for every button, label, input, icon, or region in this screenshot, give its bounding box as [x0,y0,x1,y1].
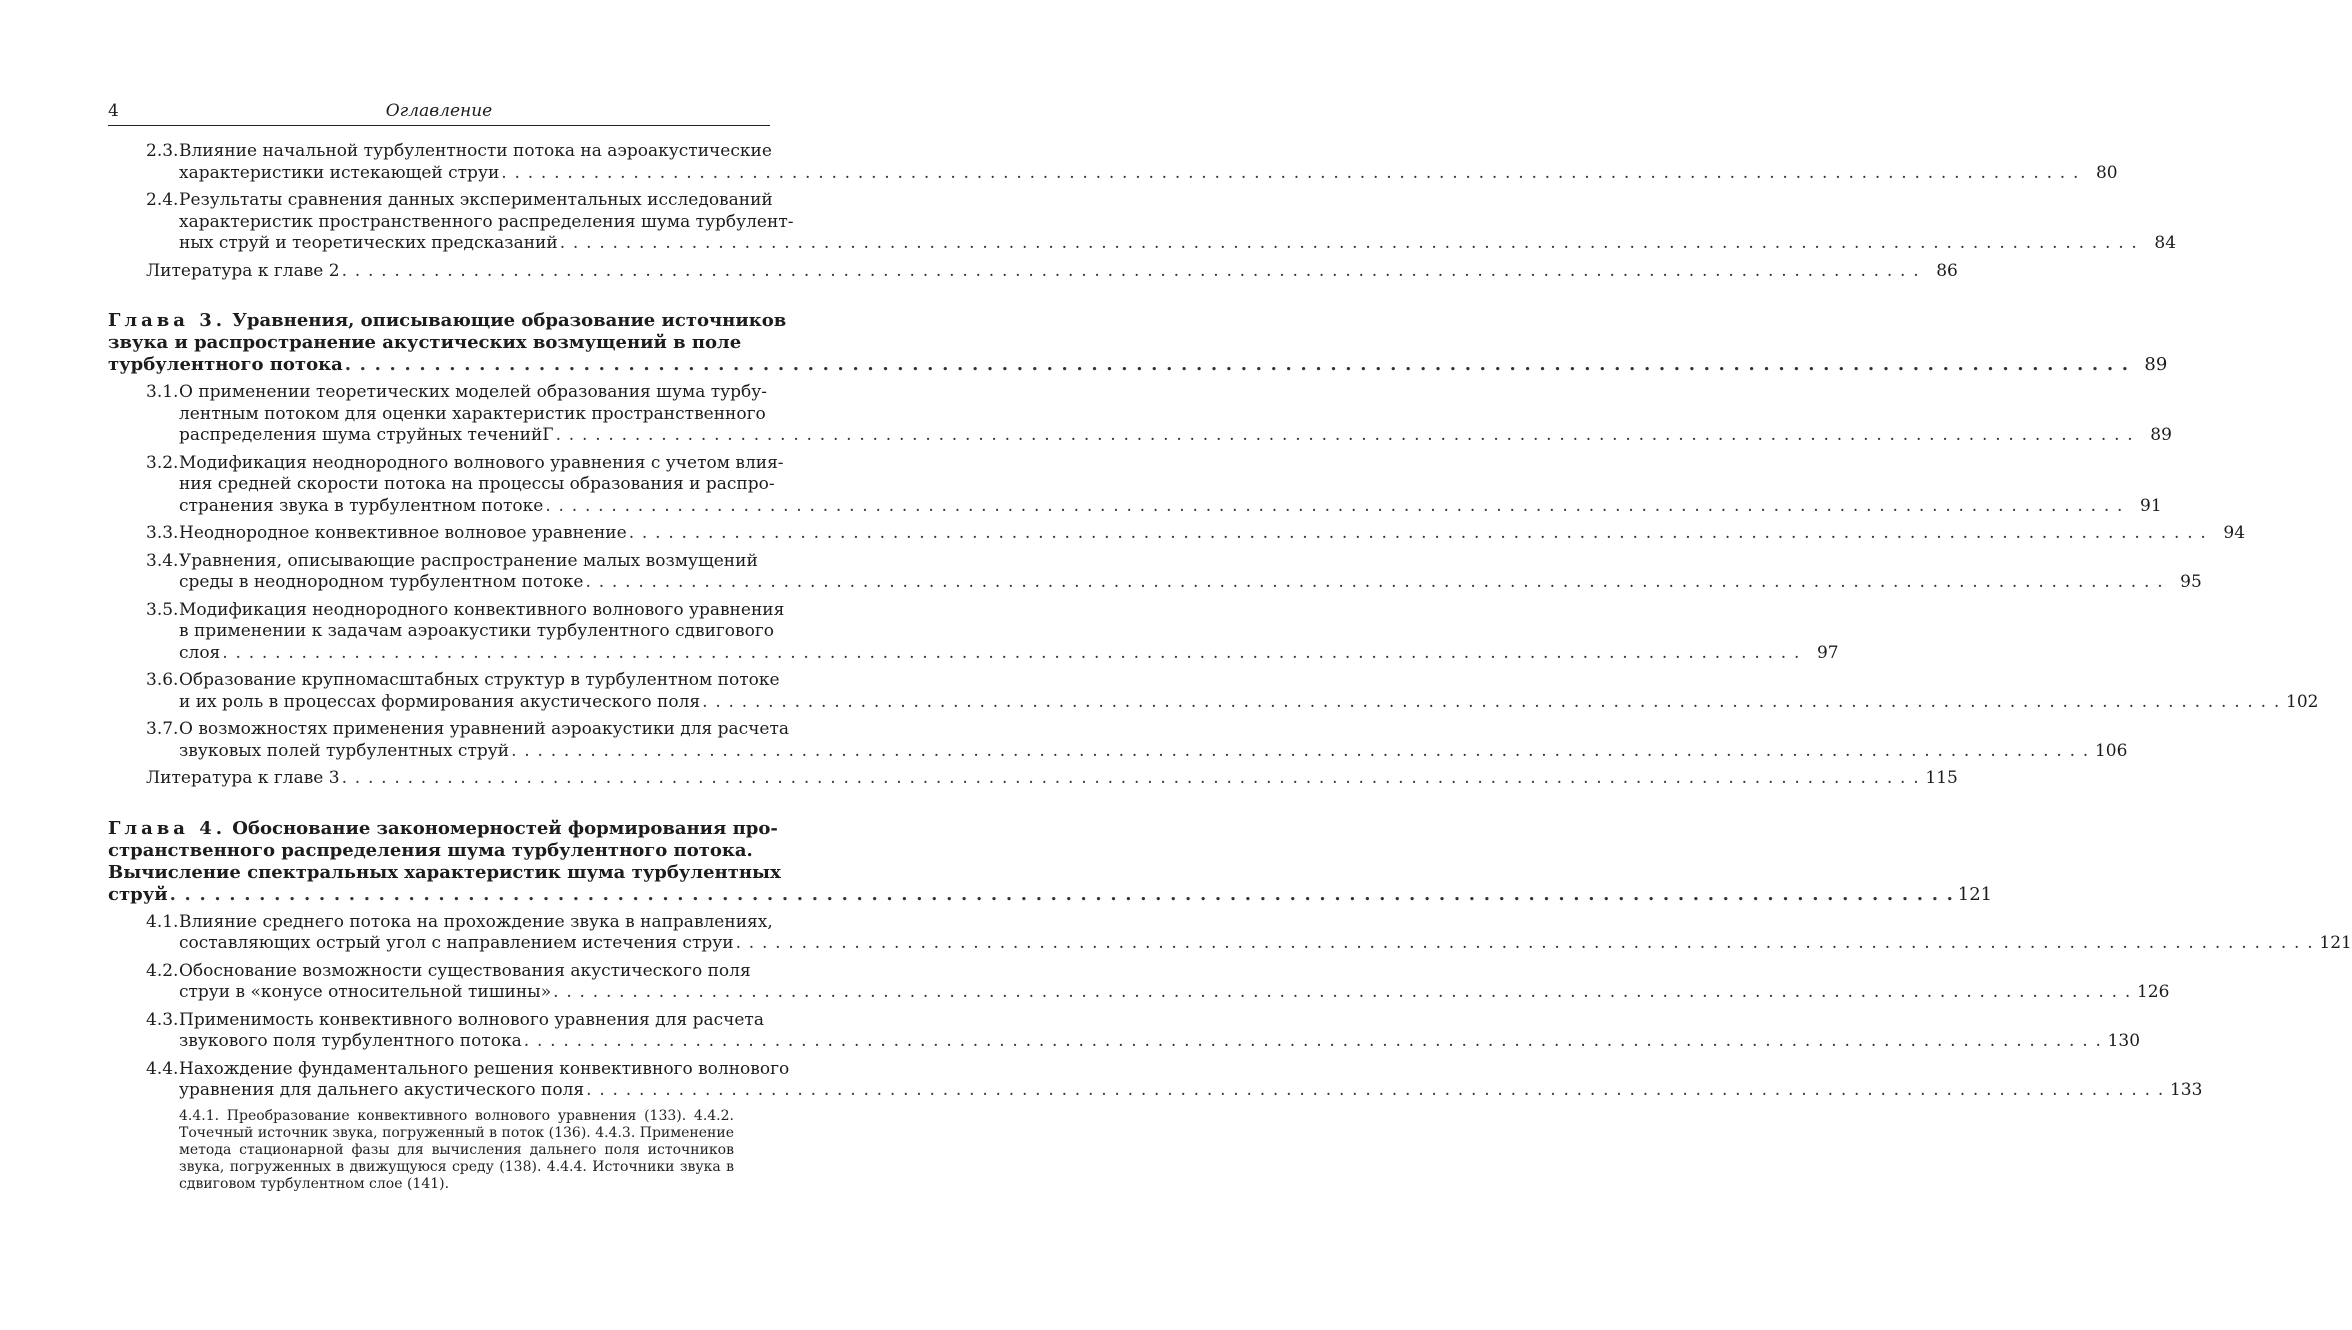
chapter-3-heading[interactable] [108,310,2168,376]
toc-entry-3-3[interactable] [108,523,2246,545]
entry-number: 3.4. [146,550,179,571]
entry-line: звуковых полей турбулентных струй [179,740,510,761]
chapter-title-line: Обоснование закономерностей формирования про- [232,817,778,839]
entry-number: 3.6. [146,670,179,690]
toc-entry-4-1[interactable] [108,911,2352,955]
entry-number: 4.1. [146,911,179,932]
page-ref: 94 [2223,523,2246,543]
entry-line: Уравнения, описывающие распространение малых возмущений [179,550,758,571]
entry-line: странения звука в турбулентном потоке [179,495,544,516]
toc-entry-3-4[interactable] [108,550,2202,594]
dot-leader [556,425,2134,447]
chapter-title-line: струй [108,883,168,905]
dot-leader [545,496,2123,518]
entry-number: 3.3. [146,523,179,543]
entry-line: уравнения для дальнего акустического поля [179,1080,585,1100]
toc-entry-4-4[interactable] [108,1058,2203,1102]
entry-line: Применимость конвективного волнового уравнения для расчета [179,1009,764,1030]
entry-line: Обоснование возможности существования акустического поля [179,960,751,981]
chapter-label: Глава 3. [108,310,227,331]
toc-entry-3-6[interactable] [108,670,2319,713]
page-number: 4 [108,101,119,121]
page-ref: 115 [1925,768,1958,788]
entry-line: слоя [179,642,221,663]
running-header [108,101,770,126]
entry-line: Модификация неоднородного волнового уравнения с учетом влия- [179,452,784,473]
entry-number: 4.3. [146,1009,179,1030]
entry-number: 3.1. [146,382,179,402]
chapter-title-line: Уравнения, описывающие образование источников [232,310,787,331]
toc-entry-2-3[interactable] [108,141,2118,184]
dot-leader [524,1031,2102,1053]
dot-leader [501,163,2079,185]
dot-leader [345,354,2130,376]
entry-line: Влияние среднего потока на прохождение звука в направлениях, [179,911,773,932]
page-ref: 121 [1957,883,1993,905]
entry-number: 4.2. [146,960,179,981]
entry-line: струи в «конусе относительной тишины» [179,982,552,1002]
entry-number: 3.7. [146,719,179,739]
page-ref: 86 [1936,260,1958,281]
running-title: Оглавление [385,101,493,121]
dot-leader [553,982,2131,1004]
entry-line: ных струй и теоретических предсказаний [179,233,558,253]
dot-leader [342,768,1920,790]
entry-line: Влияние начальной турбулентности потока на аэроакустические [179,141,772,161]
toc-entry-3-2[interactable] [108,452,2162,518]
entry-line: и их роль в процессах формирования акустического поля [179,691,701,712]
entry-number: 2.3. [146,141,179,161]
entry-number: 3.5. [146,599,179,620]
entry-line: Результаты сравнения данных экспериментальных исследований [179,190,773,210]
page-ref: 91 [2140,495,2162,516]
toc-entry-3-5[interactable] [108,599,1839,665]
page-ref: 89 [2144,354,2168,375]
dot-leader [585,572,2163,594]
page-ref: 133 [2169,1080,2203,1100]
entry-line: Образование крупномасштабных структур в турбулентном потоке [179,670,780,690]
entry-line: Неоднородное конвективное волновое уравнение [179,523,627,543]
entry-line: распределения шума струйных теченийГ [179,425,554,445]
page-ref: 130 [2107,1031,2141,1051]
entry-title: Литература к главе 2 [146,260,340,281]
entry-line: Модификация неоднородного конвективного волнового уравнения [179,599,785,620]
entry-line: составляющих острый угол с направлением истечения струи [179,933,734,953]
entry-line: О возможностях применения уравнений аэроакустики для расчета [179,719,790,739]
entry-line: среды в неоднородном турбулентном потоке [179,572,584,592]
dot-leader [170,884,1955,906]
dot-leader [586,1080,2164,1102]
toc-entry-3-7[interactable] [108,719,2128,762]
dot-leader [702,692,2280,714]
dot-leader [511,741,2089,763]
page-ref: 106 [2094,740,2128,761]
entry-line: лентным потоком для оценки характеристик пространственного [179,403,766,424]
toc-entry-2-4[interactable] [108,190,2177,255]
page-ref: 89 [2150,425,2172,445]
entry-line: характеристики истекающей струи [179,162,500,183]
page-ref: 95 [2180,572,2202,592]
page-ref: 80 [2095,162,2118,183]
chapter-title-line: турбулентного потока [108,354,343,375]
toc-entry-3-1[interactable] [108,382,2172,447]
entry-line: Нахождение фундаментального решения конвективного волнового [179,1058,790,1079]
toc-entry-4-2[interactable] [108,960,2170,1004]
table-of-contents [108,141,2352,1193]
dot-leader [222,643,1800,665]
toc-entry-literature-2[interactable] [108,260,1958,283]
entry-number: 2.4. [146,190,179,210]
subsection-list-4-4: 4.4.1. Преобразование конвективного волнового уравнения (133). 4.4.2. Точечный источник звука, погруженный в поток (136). 4.4.3. Применение метода стационарной фазы для вычисления дальнего поля источников звука, погруженных в движущуюся среду (138). 4.4.4. Источники звука в сдвиговом турбулентном слое (141). [179,1107,734,1192]
entry-line: ния средней скорости потока на процессы образования и распро- [179,474,775,494]
chapter-label: Глава 4. [108,817,227,839]
chapter-title-line: странственного распределения шума турбулентного потока. [108,839,753,861]
page-ref: 126 [2136,982,2170,1002]
chapter-title-line: Вычисление спектральных характеристик шума турбулентных [108,861,781,883]
toc-entry-literature-3[interactable] [108,768,1958,790]
page-ref: 121 [2319,933,2352,953]
page-ref: 97 [1816,642,1839,663]
chapter-title-line: звука и распространение акустических возмущений в поле [108,332,742,353]
page-ref: 84 [2154,233,2177,253]
dot-leader [736,933,2314,955]
dot-leader [342,261,1920,283]
dot-leader [560,233,2138,255]
entry-number: 4.4. [146,1058,179,1079]
page-ref: 102 [2286,691,2319,712]
entry-line: звукового поля турбулентного потока [179,1031,522,1051]
entry-line: характеристик пространственного распределения шума турбулент- [179,211,794,232]
entry-number: 3.2. [146,452,179,473]
toc-entry-4-3[interactable] [108,1009,2141,1053]
dot-leader [629,523,2207,545]
entry-title: Литература к главе 3 [146,768,340,788]
entry-line: в применении к задачам аэроакустики турбулентного сдвигового [179,621,774,641]
entry-line: О применении теоретических моделей образования шума турбу- [179,382,768,402]
chapter-4-heading[interactable] [108,817,1993,906]
